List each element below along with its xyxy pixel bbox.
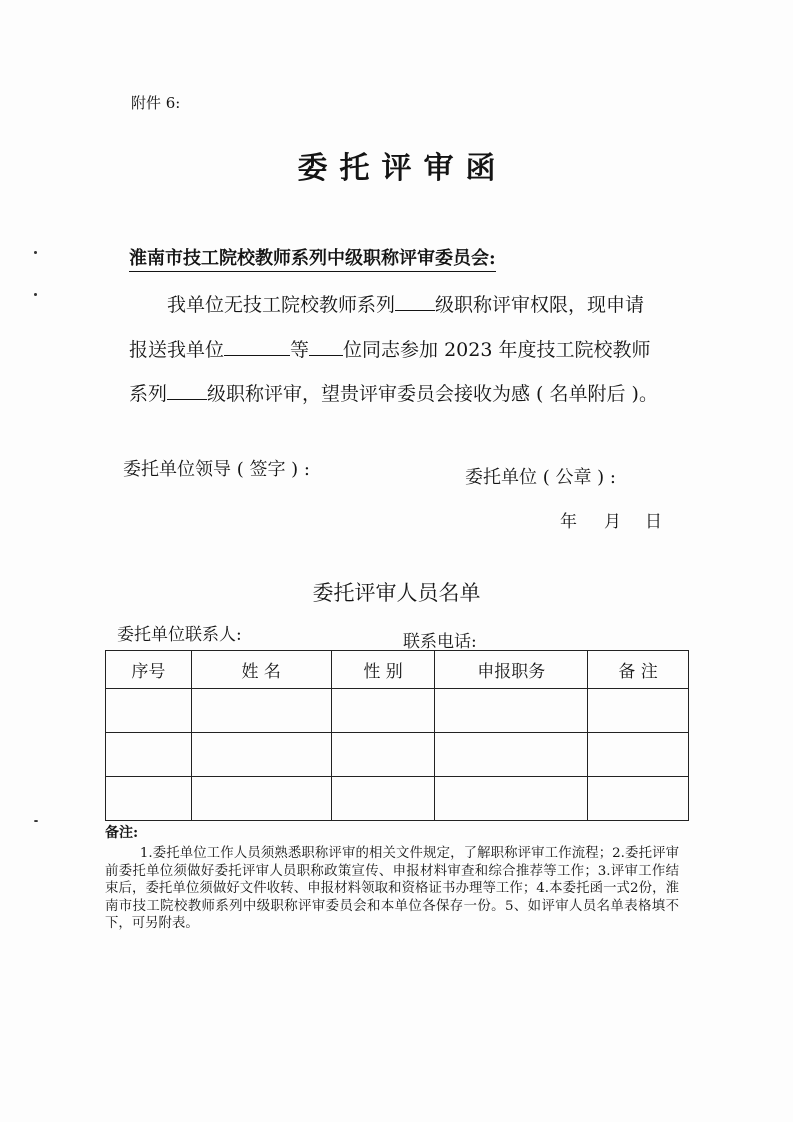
letter-text: 等	[290, 339, 310, 361]
letter-text: 系列	[129, 383, 168, 405]
scan-speck	[34, 251, 37, 254]
leader-signature-label: 委托单位领导 ( 签字 ) :	[123, 459, 310, 480]
date-day: 日	[645, 512, 662, 532]
table-cell[interactable]	[331, 689, 435, 733]
table-cell[interactable]	[106, 689, 192, 733]
column-header-remarks: 备 注	[588, 651, 689, 689]
column-header-gender: 性 别	[331, 651, 435, 689]
table-cell[interactable]	[191, 689, 331, 733]
addressee: 淮南市技工院校教师系列中级职称评审委员会:	[129, 244, 496, 272]
date-month: 月	[604, 512, 621, 532]
document-title: 委托评审函	[297, 151, 508, 186]
table-cell[interactable]	[435, 689, 588, 733]
table-cell[interactable]	[588, 777, 689, 821]
contact-person-label: 委托单位联系人:	[117, 625, 242, 645]
level-blank[interactable]	[395, 296, 435, 311]
table-cell[interactable]	[435, 777, 588, 821]
letter-text: 级职称评审，望贵评审委员会接收为感 ( 名单附后 )。	[207, 383, 658, 405]
letter-line-2	[129, 335, 650, 362]
table-row	[106, 777, 689, 821]
table-row	[106, 733, 689, 777]
notes-text: 1.委托单位工作人员须熟悉职称评审的相关文件规定，了解职称评审工作流程；2.委托评审前委托单位须做好委托评审人员职称政策宣传、申报材料审查和综合推荐等工作；3.评审工作结束后，委托单位须做好文件收转、申报材料领取和资格证书办理等工作；4.本委托函一式2份，淮南市技工院校教师系列中级职称评审委员会和本单位各保存一份。5、如评审人员名单表格填不下，可另附表。	[105, 846, 679, 931]
letter-line-1	[167, 290, 644, 317]
column-header-position: 申报职务	[435, 651, 588, 689]
letter-text: 位同志参加 2023 年度技工院校教师	[343, 339, 651, 361]
table-header-row	[106, 651, 689, 689]
column-header-name: 姓 名	[191, 651, 331, 689]
table-cell[interactable]	[435, 733, 588, 777]
table-cell[interactable]	[106, 733, 192, 777]
letter-text: 报送我单位	[129, 339, 225, 361]
unit-seal-label: 委托单位 ( 公章 ) :	[465, 467, 616, 488]
table-cell[interactable]	[191, 777, 331, 821]
table-cell[interactable]	[191, 733, 331, 777]
table-cell[interactable]	[331, 777, 435, 821]
table-cell[interactable]	[588, 733, 689, 777]
count-blank[interactable]	[309, 341, 343, 356]
date-year: 年	[560, 512, 577, 532]
roster-table	[105, 650, 689, 821]
column-header-index: 序号	[106, 651, 192, 689]
attachment-number: 附件 6:	[131, 94, 181, 112]
table-row	[106, 689, 689, 733]
name-blank[interactable]	[224, 341, 290, 356]
table-cell[interactable]	[106, 777, 192, 821]
roster-title: 委托评审人员名单	[312, 581, 481, 605]
scan-speck	[34, 293, 37, 296]
table-cell[interactable]	[331, 733, 435, 777]
scan-speck	[34, 820, 38, 822]
level-blank[interactable]	[167, 385, 207, 400]
letter-text: 级职称评审权限，现申请	[435, 294, 645, 316]
notes-heading: 备注:	[105, 825, 139, 841]
table-cell[interactable]	[588, 689, 689, 733]
letter-line-3	[129, 379, 658, 406]
letter-text: 我单位无技工院校教师系列	[167, 294, 396, 316]
contact-phone-label: 联系电话:	[403, 632, 477, 652]
